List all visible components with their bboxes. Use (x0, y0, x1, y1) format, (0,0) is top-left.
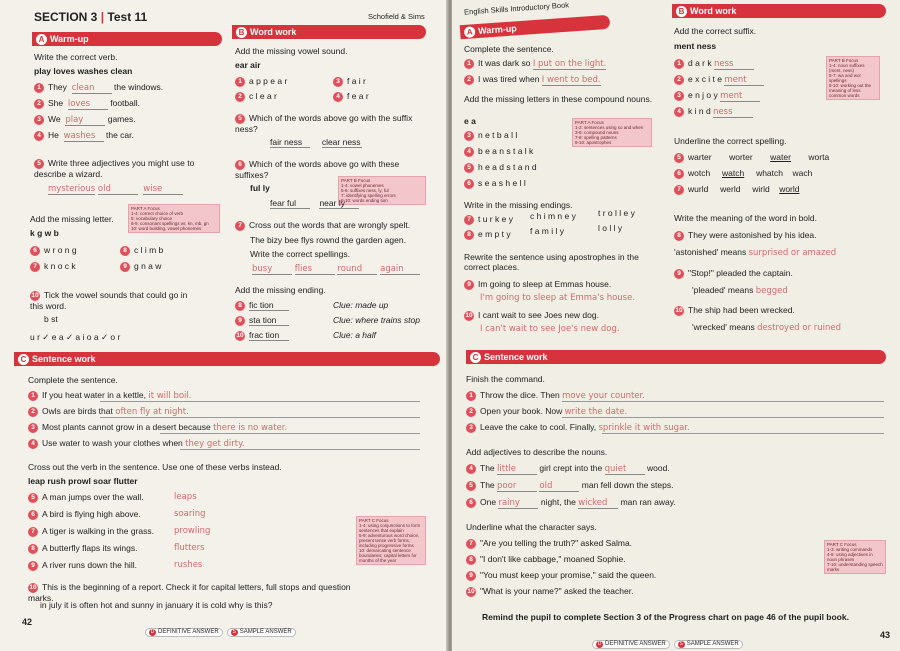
item-10: 10 Tick the vowel sounds that could go in this word. (30, 290, 188, 311)
instruction: Add the correct suffix. (674, 26, 757, 36)
word-trolley: t r o l l e y (598, 208, 635, 218)
section-b-bar: B Word work (232, 25, 426, 39)
letter-bank: e a (464, 116, 476, 126)
instruction: Finish the command. (466, 374, 545, 384)
b-item-9: 9 sta tion (235, 315, 289, 326)
rb-item-4: 4 k i n d ness (674, 106, 753, 118)
item-5-answers: mysterious old wise (48, 184, 183, 195)
instruction: Complete the sentence. (28, 375, 118, 385)
word-chimney: c h i m n e y (530, 211, 576, 221)
instruction: Add the missing letter. (30, 214, 114, 224)
answer-key: D DEFINITIVE ANSWER S SAMPLE ANSWER (145, 620, 300, 638)
letter-bank: k g w b (30, 228, 59, 238)
item-3: 3 We play games. (34, 114, 136, 126)
c-item-1: 1 If you heat water in a kettle, it will boil. (28, 390, 191, 401)
b-item-2: 2 c l e a r (235, 91, 277, 102)
r-item-4: 4 b e a n s t a l k (464, 146, 533, 157)
right-page (452, 0, 900, 651)
section-heading: SECTION 3 | Test 11 (34, 10, 148, 24)
rb-item-9: 9 "Stop!" pleaded the captain. (674, 268, 793, 279)
focus-box-b: PART B Focus 1-4: noun suffixes (ment, ness) 5-7: wa and wor spellings 8-10: working out the meaning of less common words (826, 56, 880, 100)
r-item-2: 2 I was tired when I went to bed. (464, 74, 601, 86)
rc-item-4: 4 The little girl crept into the quiet wood. (466, 463, 670, 475)
c-item-4: 4 Use water to wash your clothes when they get dirty. (28, 438, 245, 449)
b-item-1: 1 a p p e a r (235, 76, 287, 87)
c-item-7: 7 A tiger is walking in the grass. (28, 526, 154, 537)
word-bank: play loves washes clean (34, 66, 133, 76)
answer-line (100, 401, 420, 402)
focus-box-c: PART C Focus 1-4: using conjunctions to form sentences that explain 5-9: adventurous word choice, present tense verb forms, including progressive forms 10: demarcating sentence boundaries; capital letters for months of the year (356, 516, 426, 565)
c-item-5-answer: leaps (174, 492, 197, 502)
publisher: Schofield & Sims (368, 12, 425, 21)
r-item-3: 3 n e t b a l l (464, 130, 517, 141)
q7-answers: busy flies round again (252, 264, 420, 275)
q10-text: in july it is often hot and sunny in january it is cold why is this? (40, 600, 273, 610)
suffix-bank: ment ness (674, 41, 717, 51)
rc-item-5: 5 The poor old man fell down the steps. (466, 480, 673, 492)
q7-sentence: The bizy bee flys rownd the garden agen. (250, 235, 406, 245)
r-item-9: 9 Im going to sleep at Emmas house. (464, 279, 611, 290)
b-item-8: 8 fic tion (235, 300, 289, 311)
rb-item-8-answer: 'astonished' means surprised or amazed (674, 247, 837, 258)
instruction: Cross out the verb in the sentence. Use one of these verbs instead. (28, 462, 282, 472)
rb-item-1: 1 d a r k ness (674, 58, 754, 70)
r-item-5: 5 h e a d s t a n d (464, 162, 537, 173)
rc-item-8: 8 "I don't like cabbage," moaned Sophie. (466, 554, 626, 565)
rb-item-5: 5 warter worter water worta (674, 152, 829, 163)
instruction: Write the correct verb. (34, 52, 118, 62)
rb-item-2: 2 e x c i t e ment (674, 74, 764, 86)
item-2: 2 She loves football. (34, 98, 140, 110)
page-number: 43 (880, 630, 891, 640)
r-item-8: 8 e m p t y (464, 229, 511, 240)
running-head: English Skills Introductory Book (463, 0, 570, 17)
focus-box-b: PART B Focus 1-4: vowel phonemes 5-6: suffixes ness, ly, ful 7: identifying spelling errors 8-10: words ending tion (338, 176, 426, 205)
r-item-6: 6 s e a s h e l l (464, 178, 526, 189)
rb-item-10-answer: 'wrecked' means destroyed or ruined (692, 322, 842, 333)
item-9: 9 g n a w (120, 261, 161, 272)
b-item-6-answers: fear ful near ly (270, 198, 359, 209)
section-c-bar: C Sentence work (466, 350, 886, 364)
clue: Clue: made up (333, 300, 389, 310)
instruction: Complete the sentence. (464, 44, 554, 54)
c-item-2: 2 Owls are birds that often fly at night. (28, 406, 189, 417)
b-item-10: 10 frac tion (235, 330, 289, 341)
rc-item-6: 6 One rainy night, the wicked man ran away. (466, 497, 676, 509)
rc-item-10: 10 "What is your name?" asked the teacher. (467, 586, 634, 596)
section-a-bar: A Warm-up (460, 15, 611, 39)
rc-item-9: 9 "You must keep your promise," said the queen. (466, 570, 656, 581)
reminder: Remind the pupil to complete Section 3 of the Progress chart on page 46 of the pupil book. (482, 612, 849, 622)
c-item-8: 8 A butterfly flaps its wings. (28, 543, 137, 554)
b-item-3: 3 f a i r (333, 76, 366, 87)
verb-bank: leap rush prowl soar flutter (28, 476, 138, 486)
instruction: Add adjectives to describe the nouns. (466, 447, 608, 457)
rb-item-9-answer: 'pleaded' means begged (692, 285, 788, 296)
instruction: Underline the correct spelling. (674, 136, 787, 146)
rb-item-6: 6 wotch watch whatch wach (674, 168, 812, 179)
focus-box-c: PART C Focus 1-3: writing commands 4-6: using adjectives in noun phrases 7-10: understanding speech marks (824, 540, 886, 574)
c-item-7-answer: prowling (174, 526, 211, 536)
section-a-bar: A Warm-up (32, 32, 222, 46)
clue: Clue: a half (333, 330, 376, 340)
rb-item-10: 10 The ship had been wrecked. (675, 305, 795, 315)
item-6: 6 w r o n g (30, 245, 77, 256)
sound-bank: ear air (235, 60, 261, 70)
answer-line (160, 433, 420, 434)
rc-item-1: 1 Throw the dice. Then move your counter. (466, 390, 645, 401)
item-8: 8 c l i m b (120, 245, 163, 256)
b-item-5: 5 Which of the words above go with the suffix ness? (235, 113, 413, 134)
section-c-bar: C Sentence work (14, 352, 440, 366)
rc-item-3: 3 Leave the cake to cool. Finally, sprinkle it with sugar. (466, 422, 690, 433)
c-item-3: 3 Most plants cannot grow in a desert because there is no water. (28, 422, 287, 433)
answer-line (562, 417, 884, 418)
c-item-6: 6 A bird is flying high above. (28, 509, 141, 520)
word-lolly: l o l l y (598, 223, 623, 233)
page-number: 42 (22, 617, 33, 627)
answer-key: D DEFINITIVE ANSWER S SAMPLE ANSWER (592, 632, 747, 650)
c-item-10: 10 This is the beginning of a report. Check it for capital letters, full stops and question marks. (28, 582, 351, 603)
rc-item-7: 7 "Are you telling the truth?" asked Salma. (466, 538, 632, 549)
answer-line (562, 401, 884, 402)
focus-box-a: PART A Focus 1-4: correct choice of verb 5: vocabulary choice 6-9: consonant spellings wr, kn, mb, gn 10: word building, vowel phonemes (128, 204, 220, 233)
b-item-5-answers: fair ness clear ness (270, 137, 361, 147)
c-item-9-answer: rushes (174, 560, 203, 570)
r-item-9-answer: I'm going to sleep at Emma's house. (480, 293, 636, 303)
q7-instruction: Write the correct spellings. (250, 249, 350, 259)
q8-instruction: Add the missing ending. (235, 285, 326, 295)
instruction: Rewrite the sentence using apostrophes in the correct places. (464, 252, 639, 272)
word-family: f a m i l y (530, 226, 565, 236)
suffix-bank: ful ly (250, 183, 270, 193)
answer-line (100, 417, 420, 418)
c-item-8-answer: flutters (174, 543, 205, 553)
rb-item-3: 3 e n j o y ment (674, 90, 760, 102)
r-item-10-answer: I can't wait to see Joe's new dog. (480, 324, 620, 334)
instruction: Write in the missing endings. (464, 200, 573, 210)
instruction: Add the missing vowel sound. (235, 46, 348, 56)
r-item-10: 10 I cant wait to see Joes new dog. (465, 310, 599, 320)
item-1: 1 They clean the windows. (34, 82, 163, 94)
rb-item-8: 8 They were astonished by his idea. (674, 230, 817, 241)
b-item-4: 4 f e a r (333, 91, 369, 102)
answer-line (602, 433, 884, 434)
instruction: Add the missing letters in these compound nouns. (464, 94, 653, 104)
item-4: 4 He washes the car. (34, 130, 134, 142)
clue: Clue: where trains stop (333, 315, 420, 325)
item-5: 5 Write three adjectives you might use to describe a wizard. (34, 158, 195, 179)
q10-word: b st (44, 314, 58, 324)
rb-item-7: 7 wurld werld wirld world (674, 184, 800, 195)
instruction: Underline what the character says. (466, 522, 597, 532)
instruction: Write the meaning of the word in bold. (674, 213, 818, 223)
r-item-1: 1 It was dark so I put on the light. (464, 58, 606, 70)
item-7: 7 k n o c k (30, 261, 76, 272)
b-item-6: 6 Which of the words above go with these suffixes? (235, 159, 400, 180)
rc-item-2: 2 Open your book. Now write the date. (466, 406, 627, 417)
c-item-6-answer: soaring (174, 509, 206, 519)
vowel-options: u r ✓ e a ✓ a i o a ✓ o r (30, 332, 121, 342)
section-b-bar: B Word work (672, 4, 886, 18)
c-item-5: 5 A man jumps over the wall. (28, 492, 144, 503)
focus-box-a: PART A Focus 1-2: sentences using so and when 3-6: compound nouns 7-8: spelling patterns 9-10: apostrophes (572, 118, 652, 147)
r-item-7: 7 t u r k e y (464, 214, 513, 225)
left-page (0, 0, 448, 651)
c-item-9: 9 A river runs down the hill. (28, 560, 137, 571)
b-item-7: 7 Cross out the words that are wrongly spelt. (235, 220, 410, 231)
answer-line (180, 449, 420, 450)
